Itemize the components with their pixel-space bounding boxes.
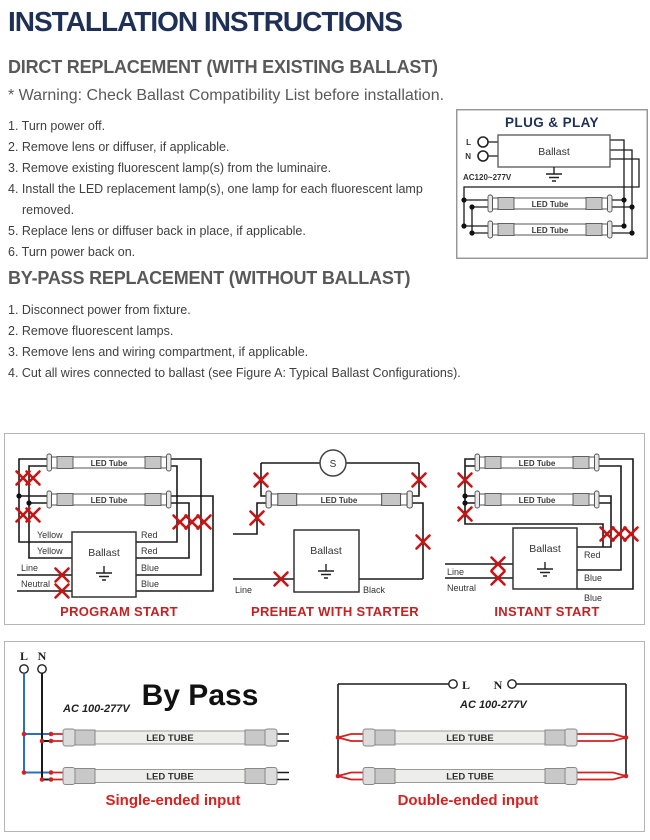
led-tube-2 <box>475 491 599 508</box>
n-terminal-label: N <box>37 649 47 663</box>
ballast-label: Ballast <box>538 146 570 158</box>
led-tube-label: LED TUBE <box>146 771 194 783</box>
ballast <box>498 135 610 167</box>
l-terminal-label: L <box>466 138 471 147</box>
voltage-label: AC 100-277V <box>460 699 527 711</box>
l-terminal-label: L <box>461 678 471 692</box>
ballast-label: Ballast <box>88 547 120 559</box>
terminal-n <box>38 665 46 673</box>
l-terminal-label: L <box>19 649 29 663</box>
step-item: 5. Replace lens or diffuser back in place, if applicable. <box>8 224 306 238</box>
led-tube-label: LED Tube <box>90 459 128 468</box>
led-tube-label: LED TUBE <box>446 771 494 783</box>
ballast-label: Ballast <box>529 543 561 555</box>
led-tube-2 <box>363 768 577 785</box>
led-tube-1 <box>475 454 599 471</box>
ballast <box>72 532 136 597</box>
led-tube-2 <box>488 221 612 238</box>
figure-a-box <box>4 433 645 625</box>
step-item: 2. Remove lens or diffuser, if applicable. <box>8 140 230 154</box>
terminal-l <box>449 680 457 688</box>
step-item: 4. Cut all wires connected to ballast (see Figure A: Typical Ballast Configurations). <box>8 366 461 380</box>
wire-label: Red <box>584 550 601 560</box>
led-tube-label: LED Tube <box>518 459 556 468</box>
ballast-label: Ballast <box>310 545 342 557</box>
step-item: 4. Install the LED replacement lamp(s), one lamp for each fluorescent lamp <box>8 182 423 196</box>
bypass-replacement-heading: BY-PASS REPLACEMENT (WITHOUT BALLAST) <box>8 268 411 288</box>
wire-label: Red <box>141 546 158 556</box>
terminal-n <box>508 680 516 688</box>
starter-icon <box>320 450 346 476</box>
wire-label: Blue <box>584 573 603 583</box>
voltage-label: AC120~277V <box>463 173 512 182</box>
page-title: INSTALLATION INSTRUCTIONS <box>8 6 402 37</box>
single-ended-caption: Single-ended input <box>105 792 241 809</box>
wire-label: Blue <box>141 563 160 573</box>
voltage-label: AC 100-277V <box>63 703 130 715</box>
wire-label: Yellow <box>37 530 63 540</box>
wire-label: Neutral <box>21 579 51 589</box>
ballast-warning-text: * Warning: Check Ballast Compatibility List before installation. <box>8 87 445 104</box>
ballast <box>513 528 577 589</box>
bypass-title: By Pass <box>141 679 259 712</box>
led-tube-label: LED TUBE <box>146 733 194 744</box>
led-tube-1 <box>266 491 412 508</box>
starter-label: S <box>329 459 337 470</box>
junction-dots <box>22 732 54 782</box>
wire-label: Blue <box>141 579 160 589</box>
wire-label: Red <box>141 530 158 540</box>
led-tube-2 <box>63 768 277 785</box>
figure-a-diagrams <box>5 434 644 624</box>
direct-replacement-heading: DIRCT REPLACEMENT (WITH EXISTING BALLAST) <box>8 57 438 77</box>
led-tube-1 <box>488 195 612 212</box>
wire-label: Line <box>21 563 39 573</box>
led-tube-label: LED Tube <box>320 496 358 505</box>
led-tube-label: LED Tube <box>531 226 569 235</box>
terminal-l <box>20 665 28 673</box>
wire-label: Yellow <box>37 546 63 556</box>
double-ended-caption: Double-ended input <box>397 792 539 809</box>
diagram-title: PROGRAM START <box>60 604 178 619</box>
n-terminal-label: N <box>465 152 471 161</box>
plug-and-play-diagram <box>456 109 648 259</box>
step-item: 2. Remove fluorescent lamps. <box>8 324 174 338</box>
led-tube-label: LED Tube <box>90 496 128 505</box>
plug-play-title: PLUG & PLAY <box>505 115 599 130</box>
n-terminal-label: N <box>493 678 503 692</box>
step-item: 1. Turn power off. <box>8 119 106 133</box>
diagram-border <box>457 110 648 259</box>
double-ended-diagram <box>336 678 629 809</box>
ballast <box>294 530 359 592</box>
wire-label: Neutral <box>447 583 477 593</box>
step-item: 3. Remove lens and wiring compartment, if applicable. <box>8 345 309 359</box>
wire-label: Black <box>363 585 386 595</box>
single-ended-diagram <box>20 649 289 809</box>
led-tube-label: LED Tube <box>531 200 569 209</box>
diagram-title: PREHEAT WITH STARTER <box>250 604 420 619</box>
led-tube-1 <box>363 729 577 746</box>
bypass-diagrams <box>5 642 644 831</box>
wire-label: Line <box>235 585 253 595</box>
step-item-continuation: removed. <box>22 203 75 217</box>
program-start-diagram <box>16 454 213 619</box>
led-tube-1 <box>47 454 171 471</box>
diagram-title: INSTANT START <box>494 604 600 619</box>
wire-label: Line <box>447 567 465 577</box>
instant-start-diagram <box>445 454 638 619</box>
preheat-with-starter-diagram <box>233 450 430 619</box>
led-tube-2 <box>47 491 171 508</box>
led-tube-1 <box>63 729 277 746</box>
step-item: 1. Disconnect power from fixture. <box>8 303 191 317</box>
direct-replacement-steps <box>8 116 448 263</box>
led-tube-label: LED TUBE <box>446 733 494 744</box>
wire-label: Blue <box>584 593 603 603</box>
step-item: 6. Turn power back on. <box>8 245 136 259</box>
bypass-figure-box <box>4 641 645 832</box>
step-item: 3. Remove existing fluorescent lamp(s) from the luminaire. <box>8 161 332 175</box>
led-tube-label: LED Tube <box>518 496 556 505</box>
bypass-replacement-steps <box>8 300 628 384</box>
